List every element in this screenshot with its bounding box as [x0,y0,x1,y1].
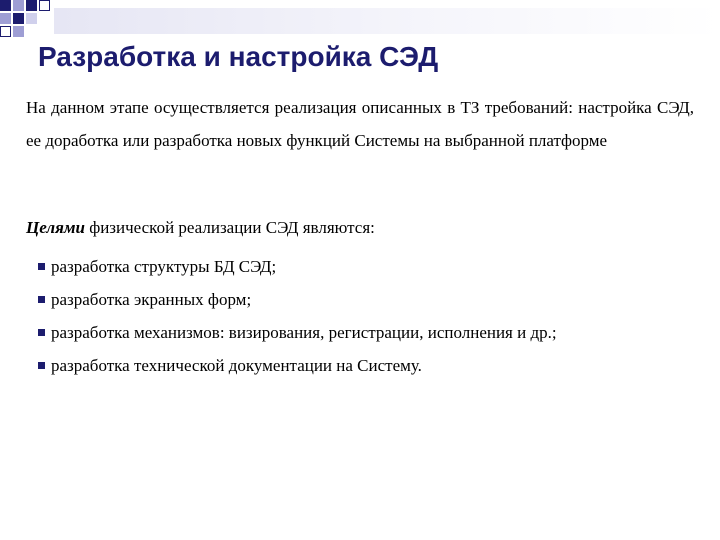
decor-square [0,13,11,24]
goals-list [38,250,557,382]
square-bullet-icon [38,329,45,336]
decor-square [0,26,11,37]
goals-lead [26,211,375,244]
list-item [38,250,557,283]
decor-square [13,0,24,11]
decor-square [26,13,37,24]
list-item [38,316,557,349]
goals-lead-emphasis: Целями [26,218,85,237]
square-bullet-icon [38,362,45,369]
list-item-text: разработка технической документации на Систему. [51,356,422,375]
decor-square [39,0,50,11]
list-item-text: разработка структуры БД СЭД; [51,257,277,276]
decor-square [26,0,37,11]
list-item-text: разработка механизмов: визирования, регистрации, исполнения и др.; [51,323,557,342]
title-bar [54,8,720,34]
decor-square [0,0,11,11]
square-bullet-icon [38,263,45,270]
list-item [38,349,557,382]
decor-square [13,26,24,37]
square-bullet-icon [38,296,45,303]
list-item-text: разработка экранных форм; [51,290,252,309]
decor-square [13,13,24,24]
slide-title: Разработка и настройка СЭД [38,41,439,72]
intro-paragraph: На данном этапе осуществляется реализация описанных в ТЗ требований: настройка СЭД, ее доработка или разработка новых функций Системы на выбранной платформе [26,98,694,150]
goals-lead-text: физической реализации СЭД являются: [84,218,375,237]
list-item [38,283,557,316]
